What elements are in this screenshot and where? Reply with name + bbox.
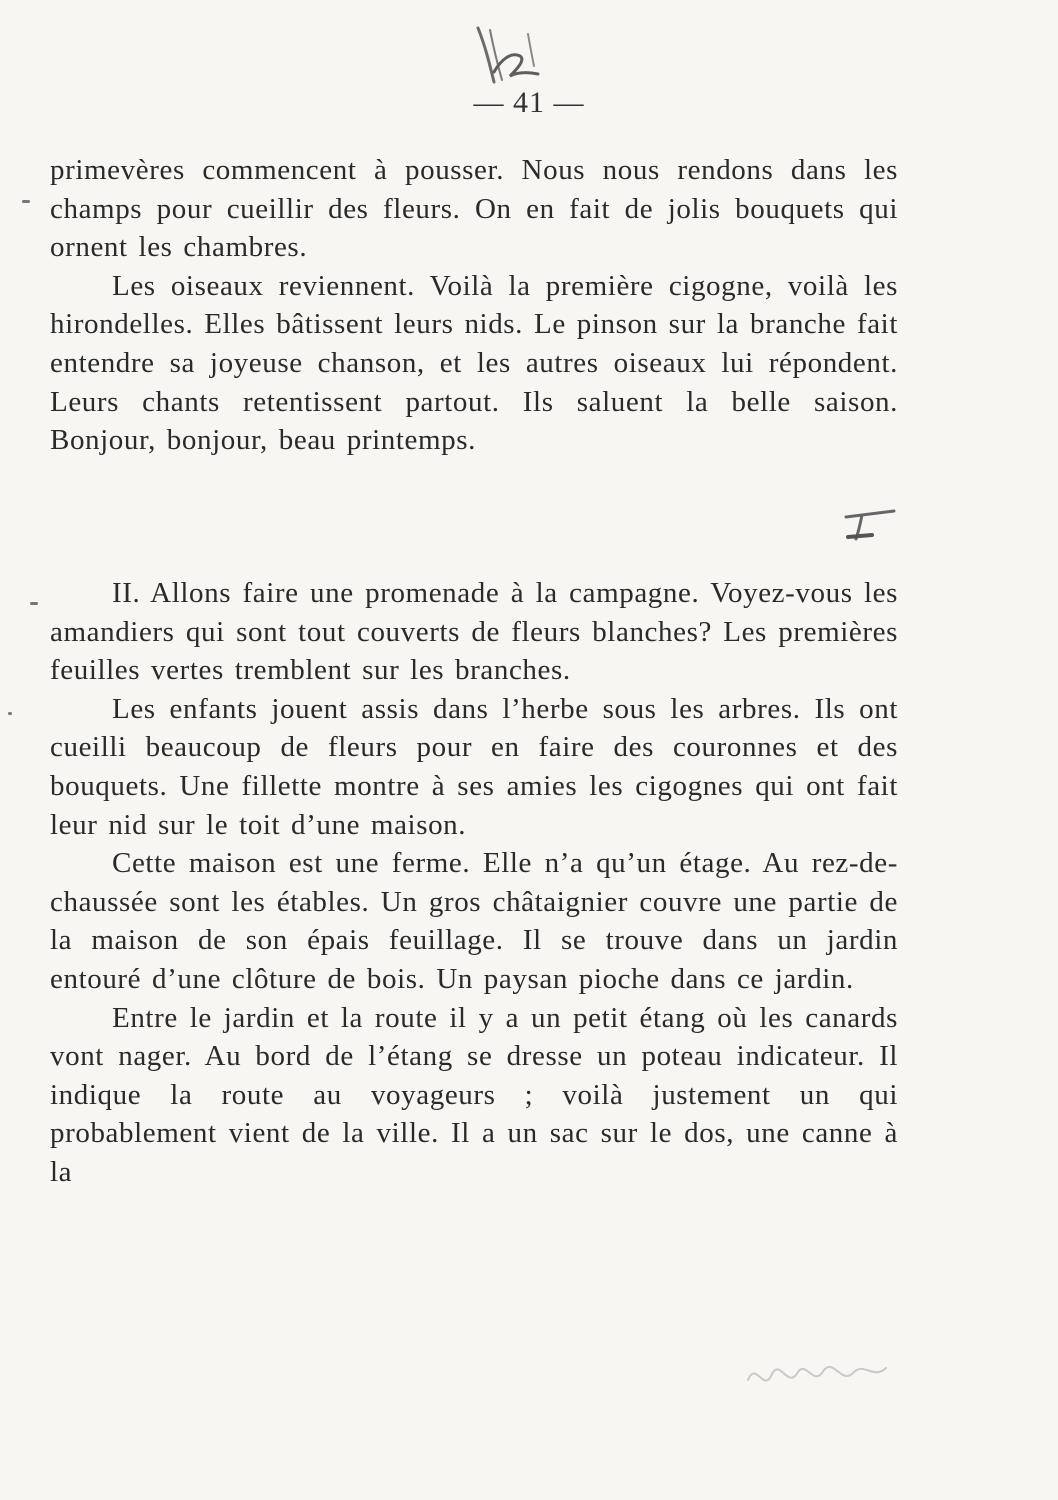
faint-handwriting-mark xyxy=(742,1350,892,1400)
pencil-bracket-mark xyxy=(842,503,902,551)
margin-mark xyxy=(22,200,30,203)
page-number: — 41 — xyxy=(473,86,585,119)
margin-mark xyxy=(30,602,38,605)
paragraph-section-two: II. Allons faire une promenade à la campagne. Voyez-vous les amandiers qui sont tout couverts de fleurs blanches? Les premières feuilles vertes tremblent sur les branches. xyxy=(50,577,898,687)
margin-mark xyxy=(8,712,12,715)
paragraph-birds: Les oiseaux reviennent. Voilà la première cigogne, voilà les hirondelles. Elles bâtissent leurs nids. Le pinson sur la branche fait entendre sa joyeuse chanson, et les autres oiseaux lui répondent. Leurs chants retentissent partout. Ils saluent la belle saison. Bonjour, bonjour, beau printemps. xyxy=(50,269,898,457)
paragraph-farm: Cette maison est une ferme. Elle n’a qu’un étage. Au rez-de-chaussée sont les étables. Un gros châtaignier couvre une partie de la maison de son épais feuillage. Il se trouve dans un jardin entouré d’une clôture de bois. Un paysan pioche dans ce jardin. xyxy=(50,847,898,995)
paragraph-pond: Entre le jardin et la route il y a un petit étang où les canards vont nager. Au bord de l’étang se dresse un poteau indicateur. Il indique la route au voyageurs ; voilà justement un qui probablement vient de la ville. Il a un sac sur le dos, une canne à la xyxy=(50,1001,898,1188)
paragraph-continuation: primevères commencent à pousser. Nous nous rendons dans les champs pour cueillir des fleurs. On en fait de jolis bouquets qui ornent les chambres. xyxy=(50,154,898,264)
paragraph-children: Les enfants jouent assis dans l’herbe sous les arbres. Ils ont cueilli beaucoup de fleurs pour en faire des couronnes et des bouquets. Une fillette montre à ses amies les cigognes qui ont fait leur nid sur le toit d’une maison. xyxy=(50,692,898,841)
text-block-top xyxy=(50,151,898,460)
text-block-bottom xyxy=(50,574,898,1192)
pencil-check-mark xyxy=(468,22,548,94)
